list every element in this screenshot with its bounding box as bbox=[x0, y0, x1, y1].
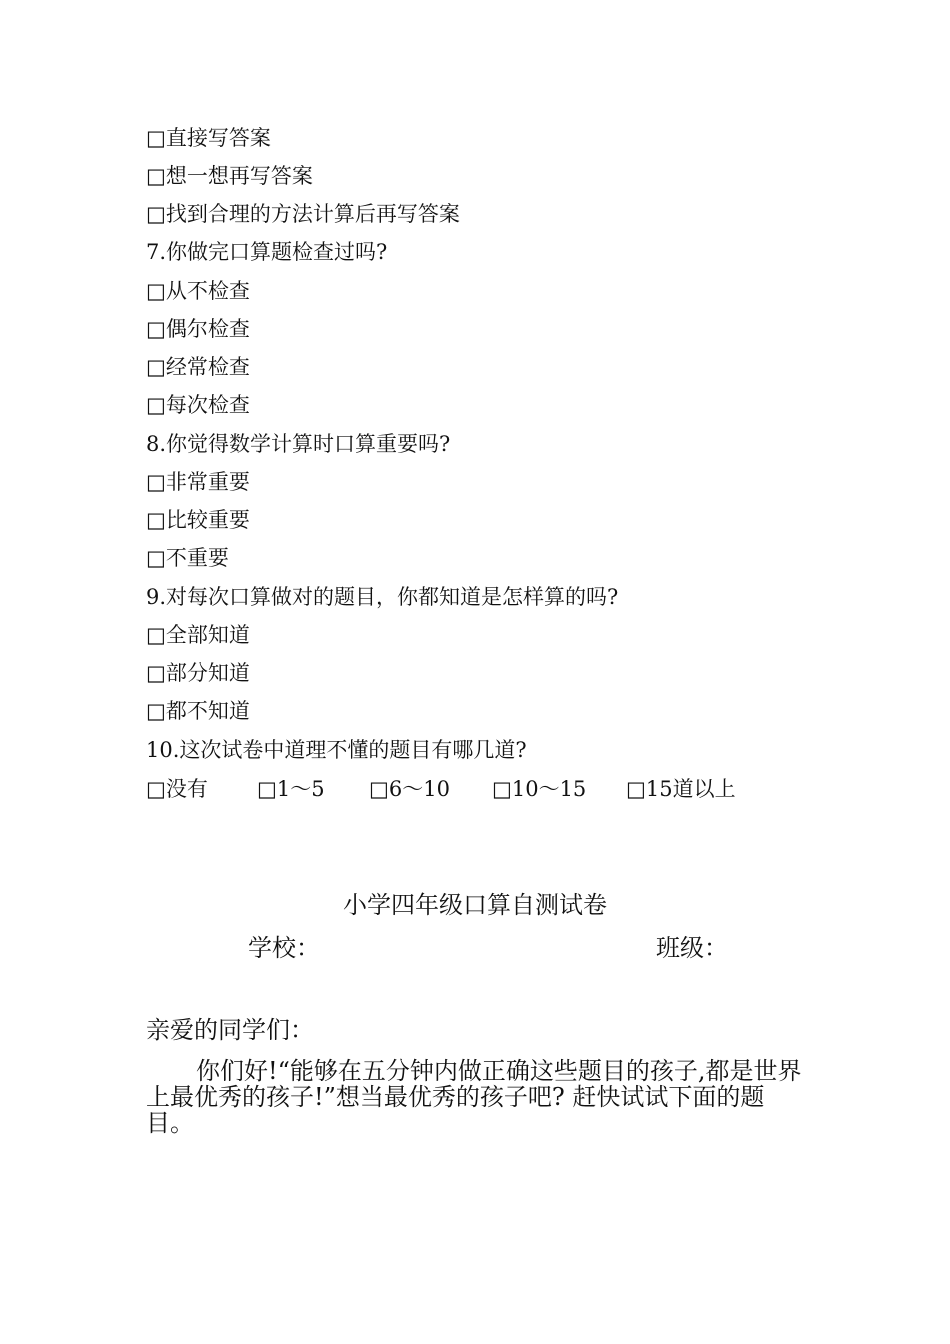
question-10: 10.这次试卷中道理不懂的题目有哪几道? bbox=[146, 738, 527, 762]
question-8: 8.你觉得数学计算时口算重要吗? bbox=[146, 432, 451, 456]
q6-option-find-method[interactable]: □找到合理的方法计算后再写答案 bbox=[146, 202, 460, 226]
q9-option-all-known[interactable]: □全部知道 bbox=[146, 623, 250, 647]
q7-option-occasionally[interactable]: □偶尔检查 bbox=[146, 317, 250, 341]
q10-options-row bbox=[146, 776, 766, 802]
question-7: 7.你做完口算题检查过吗? bbox=[146, 240, 388, 264]
q8-option-fairly-important[interactable]: □比较重要 bbox=[146, 508, 250, 532]
q8-option-very-important[interactable]: □非常重要 bbox=[146, 470, 250, 494]
q7-option-often[interactable]: □经常检查 bbox=[146, 355, 250, 379]
q7-option-never[interactable]: □从不检查 bbox=[146, 279, 250, 303]
q9-option-partly-known[interactable]: □部分知道 bbox=[146, 661, 250, 685]
school-label: 学校： bbox=[248, 934, 320, 962]
class-label: 班级： bbox=[656, 934, 728, 962]
q9-option-none-known[interactable]: □都不知道 bbox=[146, 699, 250, 723]
q6-option-think-then-answer[interactable]: □想一想再写答案 bbox=[146, 164, 313, 188]
q10-option-1-5[interactable]: □1～5 bbox=[257, 777, 325, 801]
q10-option-10-15[interactable]: □10～15 bbox=[492, 777, 587, 801]
intro-paragraph: 你们好!“能够在五分钟内做正确这些题目的孩子,都是世界上最优秀的孩子!”想当最优秀的孩子吧? 赶快试试下面的题目。 bbox=[146, 1057, 802, 1137]
q6-option-direct-answer[interactable]: □直接写答案 bbox=[146, 126, 271, 150]
q7-option-every-time[interactable]: □每次检查 bbox=[146, 393, 250, 417]
q10-option-6-10[interactable]: □6～10 bbox=[369, 777, 450, 801]
question-9: 9.对每次口算做对的题目，你都知道是怎样算的吗? bbox=[146, 585, 619, 609]
q10-option-15-plus[interactable]: □15道以上 bbox=[626, 777, 736, 801]
greeting: 亲爱的同学们： bbox=[146, 1016, 314, 1044]
q8-option-not-important[interactable]: □不重要 bbox=[146, 546, 229, 570]
test-title: 小学四年级口算自测试卷 bbox=[343, 891, 607, 919]
q10-option-none[interactable]: □没有 bbox=[146, 777, 208, 801]
